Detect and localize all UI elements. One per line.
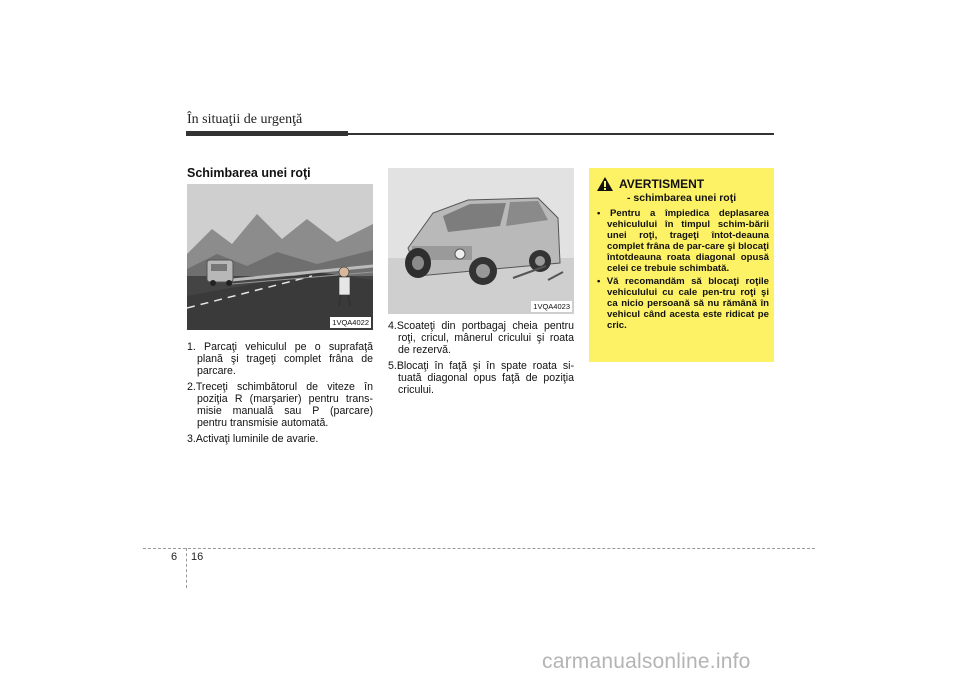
warning-item: • Pentru a împiedica deplasarea vehiculului în timpul schim-bării unei roţi, trageţi întot-deauna complet frâna de par-care şi blocaţi întotdeauna roata diagonal opusă celei ce trebuie schimbată.: [597, 208, 769, 274]
header-rule: [186, 133, 774, 135]
page-chapter: 6: [171, 551, 178, 563]
warning-item: • Vă recomandăm să blocaţi roţile vehiculului cu cale pen-tru roţi şi ca nicio persoană să nu rămână în vehicul când acesta este ridicat pe cric.: [597, 276, 769, 331]
figure-code: 1VQA4023: [533, 302, 570, 311]
footer-rule: [143, 548, 815, 549]
figure-code: 1VQA4022: [332, 318, 369, 327]
figure-roadside-car: [187, 184, 373, 330]
step-item: 3.Activaţi luminile de avarie.: [187, 433, 319, 445]
warning-subtitle: - schimbarea unei roţi: [627, 192, 737, 204]
suv-tools-illustration: [388, 168, 574, 314]
step-item: 5.Blocaţi în faţă şi în spate roata si-tuată diagonal opus faţă de poziţia cricului.: [388, 360, 574, 396]
warning-title: AVERTISMENT: [619, 177, 705, 191]
figure-suv-tools: [388, 168, 574, 314]
roadside-car-illustration: [187, 184, 373, 330]
steps-list-left: [187, 341, 373, 449]
warning-triangle-icon: [597, 177, 613, 191]
section-title: Schimbarea unei roţi: [187, 166, 311, 180]
steps-list-right: [388, 320, 574, 400]
page-number: 16: [191, 551, 204, 563]
warning-list: [597, 208, 769, 333]
step-item: 4.Scoateţi din portbagaj cheia pentru roţi, cricul, mânerul cricului şi roata de rezervă.: [388, 320, 574, 356]
page-header-title: În situaţii de urgenţă: [187, 112, 303, 127]
step-item: 1. Parcaţi vehiculul pe o suprafaţă plană şi trageţi complet frâna de parcare.: [187, 341, 373, 377]
step-item: 2.Treceţi schimbătorul de viteze în poziţia R (marşarier) pentru trans-misie manuală sau P (parcare) pentru transmisie automată.: [187, 381, 373, 429]
footer-divider: [186, 548, 187, 588]
watermark-text: carmanualsonline.info: [542, 650, 751, 673]
warning-header: [597, 176, 767, 208]
warning-box: [589, 168, 774, 362]
